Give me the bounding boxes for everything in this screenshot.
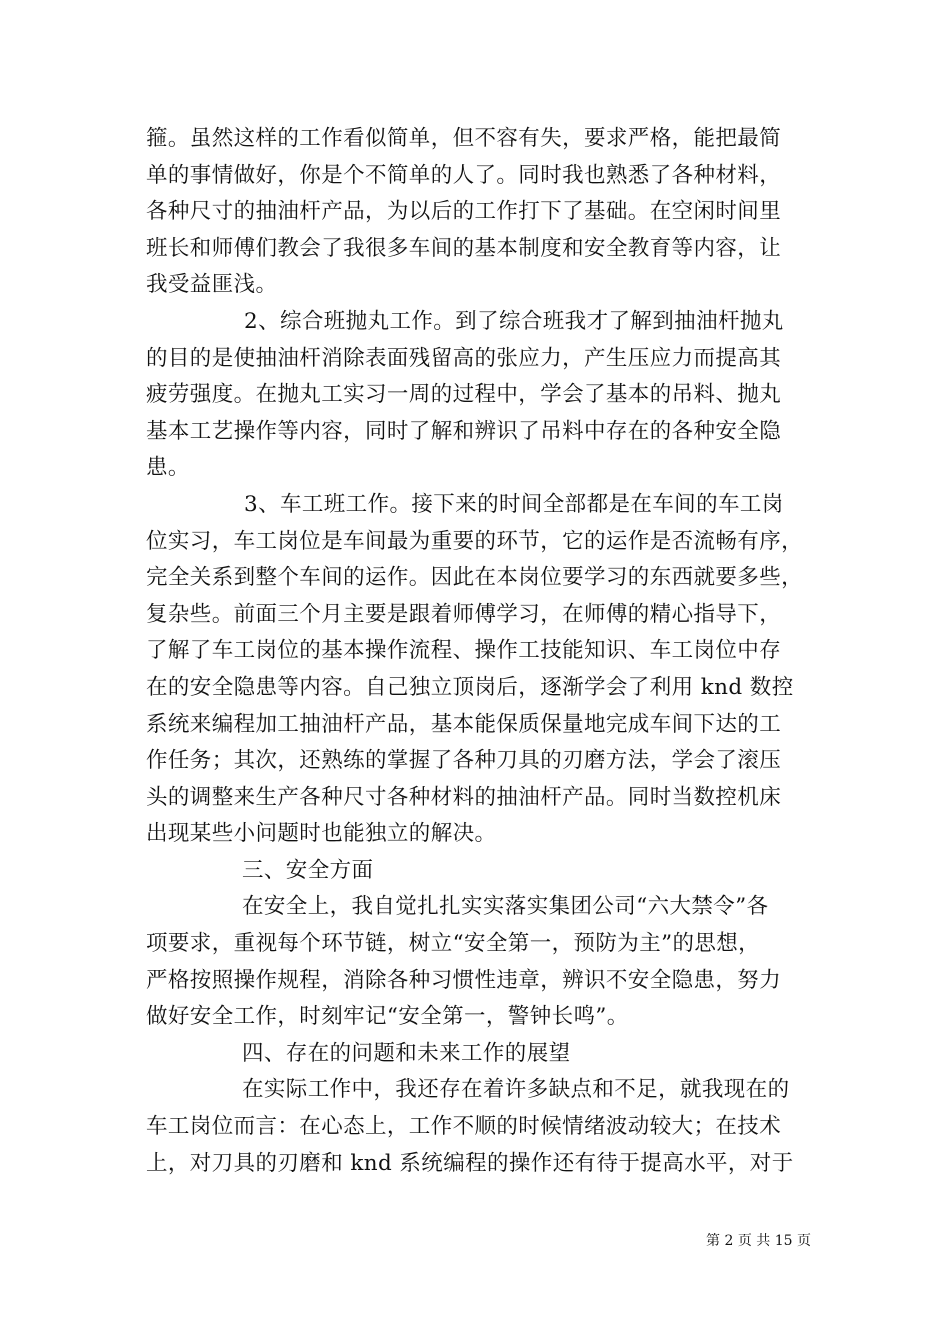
paragraph-start-line: 在安全上，我自觉扎扎实实落实集团公司“六大禁令”各 [242,894,769,920]
text-line: 单的事情做好，你是个不简单的人了。同时我也熟悉了各种材料， [146,162,782,188]
text-line: 项要求，重视每个环节链，树立“安全第一，预防为主”的思想， [146,931,761,957]
text-line: 严格按照操作规程，消除各种习惯性违章，辨识不安全隐患，努力 [146,967,782,993]
text-line: 头的调整来生产各种尺寸各种材料的抽油杆产品。同时当数控机床 [146,784,782,810]
text-line: 的目的是使抽油杆消除表面残留高的张应力，产生压应力而提高其 [146,345,782,371]
section-heading: 四、存在的问题和未来工作的展望 [242,1040,571,1066]
paragraph-start-line: 2、综合班抛丸工作。到了综合班我才了解到抽油杆抛丸 [244,308,784,334]
text-line: 班长和师傅们教会了我很多车间的基本制度和安全教育等内容，让 [146,235,782,261]
text-line: 车工岗位而言：在心态上，工作不顺的时候情绪波动较大；在技术 [146,1114,782,1140]
text-line: 作任务；其次，还熟练的掌握了各种刀具的刃磨方法，学会了滚压 [146,748,782,774]
text-line: 上，对刀具的刃磨和 knd 系统编程的操作还有待于提高水平，对于 [146,1150,794,1176]
paragraph-start-line: 在实际工作中，我还存在着许多缺点和不足，就我现在的 [242,1077,790,1103]
text-line: 基本工艺操作等内容，同时了解和辨识了吊料中存在的各种安全隐 [146,418,782,444]
text-line: 我受益匪浅。 [146,272,278,298]
body-text [146,121,811,1182]
page-number: 第 2 页 共 15 页 [706,1233,811,1249]
text-line: 各种尺寸的抽油杆产品，为以后的工作打下了基础。在空闲时间里 [146,199,782,225]
text-line: 做好安全工作，时刻牢记“安全第一，警钟长鸣”。 [146,1004,629,1030]
text-line: 位实习，车工岗位是车间最为重要的环节，它的运作是否流畅有序， [146,528,804,554]
paragraph-start-line: 3、车工班工作。接下来的时间全部都是在车间的车工岗 [244,491,784,517]
text-line: 疲劳强度。在抛丸工实习一周的过程中，学会了基本的吊料、抛丸 [146,382,782,408]
text-line: 箍。虽然这样的工作看似简单，但不容有失，要求严格，能把最简 [146,126,782,151]
section-heading: 三、安全方面 [242,857,374,883]
text-line: 患。 [146,455,190,481]
text-line: 出现某些小问题时也能独立的解决。 [146,821,497,847]
text-line: 复杂些。前面三个月主要是跟着师傅学习，在师傅的精心指导下， [146,601,782,627]
text-line: 在的安全隐患等内容。自己独立顶岗后，逐渐学会了利用 knd 数控 [146,674,794,700]
text-line: 完全关系到整个车间的运作。因此在本岗位要学习的东西就要多些， [146,565,804,591]
text-line: 了解了车工岗位的基本操作流程、操作工技能知识、车工岗位中存 [146,638,782,664]
text-line: 系统来编程加工抽油杆产品，基本能保质保量地完成车间下达的工 [146,711,782,737]
